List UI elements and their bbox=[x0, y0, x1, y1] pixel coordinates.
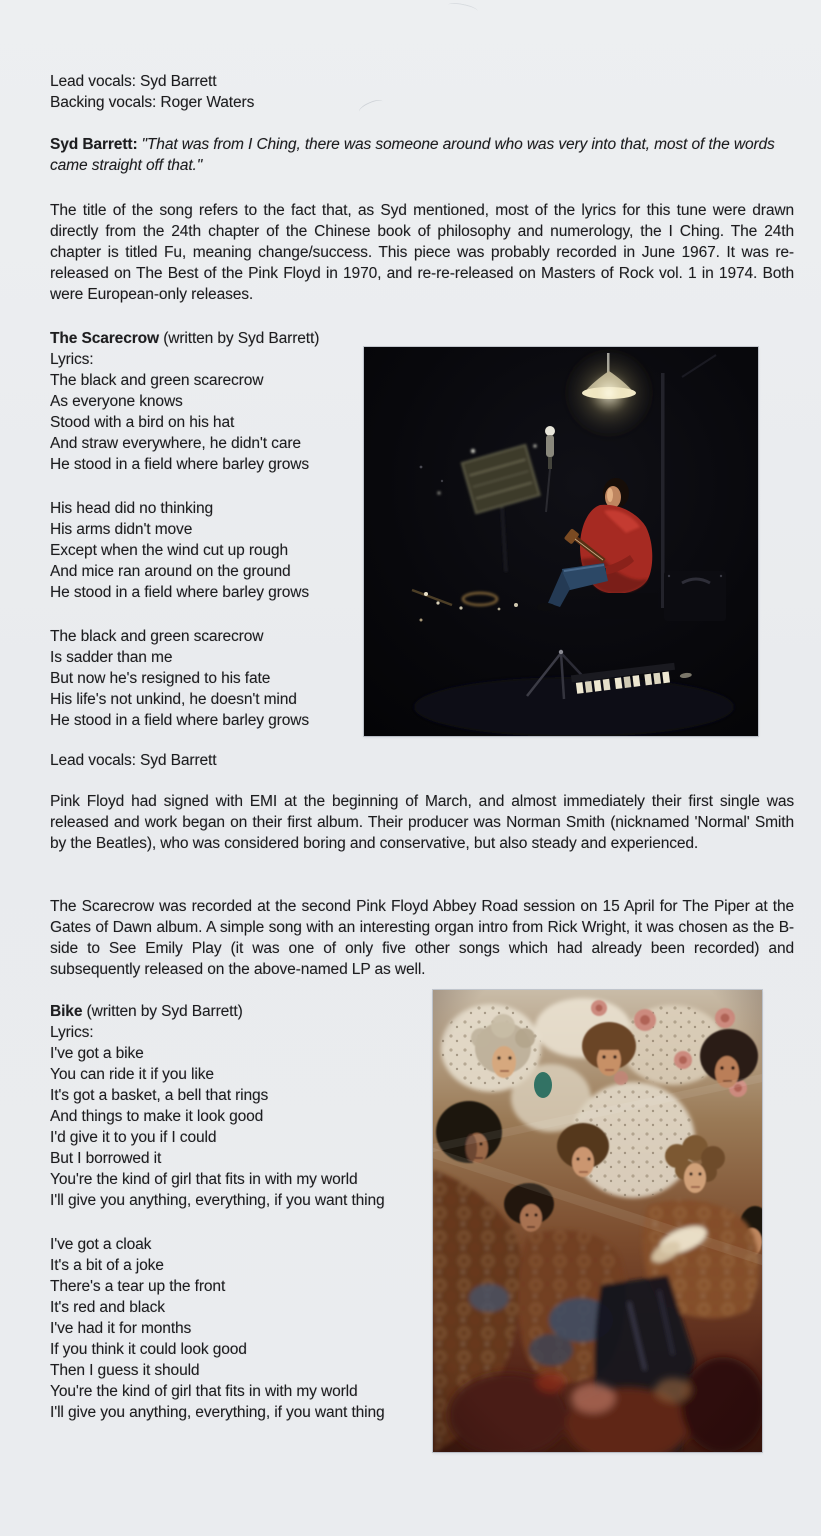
paper-crease bbox=[447, 1, 478, 15]
bike-verse-1 bbox=[50, 1043, 436, 1211]
paragraph-emi: Pink Floyd had signed with EMI at the beginning of March, and almost immediately their first single was released and work began on their first album. Their producer was Norman Smith (nicknamed 'Normal' Smith by the Beatles), who was considered boring and conservative, but also steady and experienced. bbox=[50, 793, 794, 852]
lyric-line: It's got a basket, a bell that rings bbox=[50, 1087, 269, 1104]
lyric-line: And mice ran around on the ground bbox=[50, 563, 291, 580]
scarecrow-heading bbox=[50, 328, 372, 349]
bike-verse-2 bbox=[50, 1234, 436, 1423]
lyric-line: I've got a cloak bbox=[50, 1236, 152, 1253]
lead-vocals-line: Lead vocals: Syd Barrett bbox=[50, 73, 217, 90]
lyric-line: You're the kind of girl that fits in with my world bbox=[50, 1383, 358, 1400]
lyric-line: He stood in a field where barley grows bbox=[50, 712, 309, 729]
lyric-line: His life's not unkind, he doesn't mind bbox=[50, 691, 297, 708]
lyric-line: I'll give you anything, everything, if you want thing bbox=[50, 1192, 385, 1209]
scarecrow-section bbox=[50, 328, 372, 731]
lyric-line: Then I guess it should bbox=[50, 1362, 200, 1379]
studio-pole bbox=[661, 373, 665, 608]
bike-section bbox=[50, 1001, 436, 1423]
lyric-line: It's red and black bbox=[50, 1299, 165, 1316]
credits-top bbox=[50, 71, 254, 113]
lyric-line: As everyone knows bbox=[50, 393, 183, 410]
lyric-line: And things to make it look good bbox=[50, 1108, 264, 1125]
lyric-line: I've had it for months bbox=[50, 1320, 192, 1337]
lyrics-label: Lyrics: bbox=[50, 1024, 94, 1041]
lyric-line: He stood in a field where barley grows bbox=[50, 584, 309, 601]
lyric-line: And straw everywhere, he didn't care bbox=[50, 435, 301, 452]
lyric-line: His arms didn't move bbox=[50, 521, 193, 538]
lyric-line: Except when the wind cut up rough bbox=[50, 542, 288, 559]
lyric-line: Is sadder than me bbox=[50, 649, 173, 666]
bike-title: Bike bbox=[50, 1003, 83, 1020]
lyric-line: It's a bit of a joke bbox=[50, 1257, 164, 1274]
lyric-line: I'd give it to you if I could bbox=[50, 1129, 217, 1146]
psychedelic-photo bbox=[433, 990, 762, 1452]
lyric-line: The black and green scarecrow bbox=[50, 372, 264, 389]
lyric-line: The black and green scarecrow bbox=[50, 628, 264, 645]
paragraph-recording: The Scarecrow was recorded at the second Pink Floyd Abbey Road session on 15 April for The Piper at the Gates of Dawn album. A simple song with an interesting organ intro from Rick Wright, it was chosen as the B-side to See Emily Play (it was one of only five other songs which had already been recorded) and subsequently released on the above-named LP as well. bbox=[50, 898, 794, 978]
lyric-line: But I borrowed it bbox=[50, 1150, 162, 1167]
lyrics-label: Lyrics: bbox=[50, 351, 94, 368]
scarecrow-verse-1 bbox=[50, 370, 372, 475]
scarecrow-credit: Lead vocals: Syd Barrett bbox=[50, 752, 217, 769]
psychedelic-photo-art bbox=[433, 990, 762, 1452]
syd-barrett-quote bbox=[50, 134, 802, 176]
lyric-line: I've got a bike bbox=[50, 1045, 144, 1062]
backing-vocals-line: Backing vocals: Roger Waters bbox=[50, 94, 255, 111]
lyric-line: His head did no thinking bbox=[50, 500, 214, 517]
bike-heading bbox=[50, 1001, 436, 1022]
scarecrow-byline: (written by Syd Barrett) bbox=[158, 330, 320, 347]
lyric-line: I'll give you anything, everything, if you want thing bbox=[50, 1404, 385, 1421]
quote-speaker: Syd Barrett: bbox=[50, 136, 138, 153]
lyric-line: He stood in a field where barley grows bbox=[50, 456, 309, 473]
paragraph-i-ching: The title of the song refers to the fact that, as Syd mentioned, most of the lyrics for this tune were drawn directly from the 24th chapter of the Chinese book of philosophy and numerology, the I Ching. The 24th chapter is titled Fu, meaning change/success. This piece was probably recorded in June 1967. It was re-released on The Best of the Pink Floyd in 1970, and re-re-released on Masters of Rock vol. 1 in 1974. Both were European-only releases. bbox=[50, 202, 794, 303]
lyric-line: You can ride it if you like bbox=[50, 1066, 214, 1083]
lyric-line: If you think it could look good bbox=[50, 1341, 247, 1358]
paper-crease bbox=[357, 97, 385, 117]
lyric-line: Stood with a bird on his hat bbox=[50, 414, 235, 431]
scarecrow-title: The Scarecrow bbox=[50, 330, 159, 347]
quote-text: "That was from I Ching, there was someone around who was very into that, most of the words came straight off that." bbox=[50, 136, 775, 174]
amplifier bbox=[664, 571, 726, 621]
scarecrow-verse-3 bbox=[50, 626, 372, 731]
studio-photo-art bbox=[364, 347, 758, 736]
lyric-line: But now he's resigned to his fate bbox=[50, 670, 271, 687]
lyric-line: You're the kind of girl that fits in with my world bbox=[50, 1171, 358, 1188]
scarecrow-verse-2 bbox=[50, 498, 372, 603]
bike-byline: (written by Syd Barrett) bbox=[82, 1003, 243, 1020]
studio-photo bbox=[364, 347, 758, 736]
lyric-line: There's a tear up the front bbox=[50, 1278, 226, 1295]
